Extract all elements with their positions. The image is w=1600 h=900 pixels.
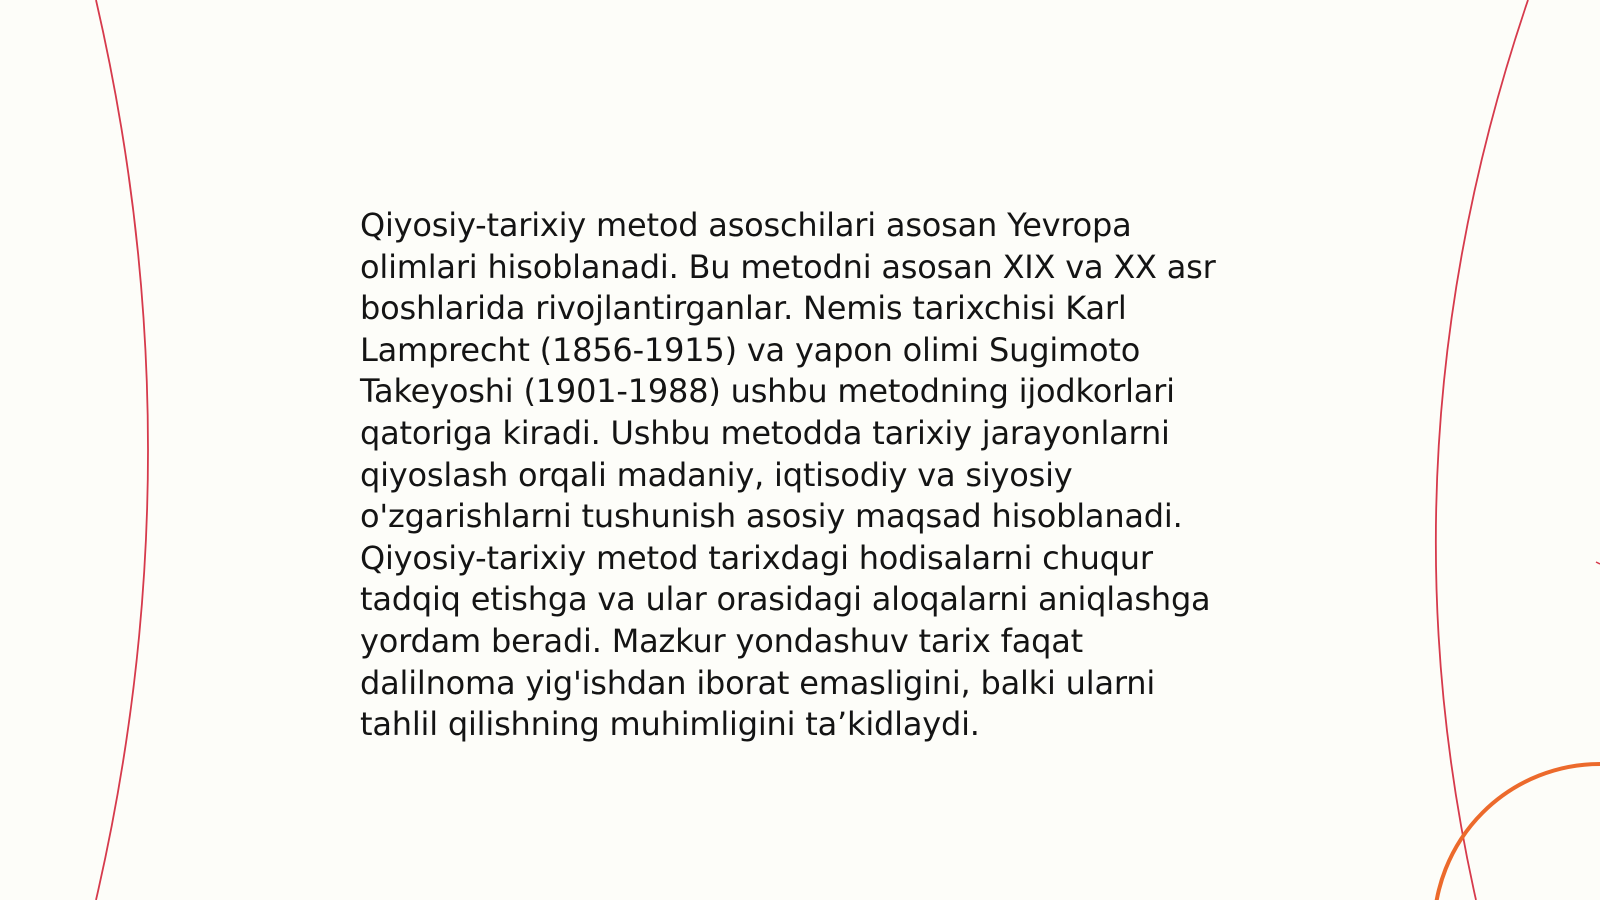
orange-arc (1434, 764, 1600, 900)
slide-body-text: Qiyosiy-tarixiy metod asoschilari asosan Yevropa olimlari hisoblanadi. Bu metodni asosan XIX va XX asr boshlarida rivojlantirganlar. Nemis tarixchisi Karl Lamprecht (1856-1915) va yapon olimi Sugimoto Takeyoshi (1901-1988) ushbu metodning ijodkorlari qatoriga kiradi. Ushbu metodda tarixiy jarayonlarni qiyoslash orqali madaniy, iqtisodiy va siyosiy o'zgarishlarni tushunish asosiy maqsad hisoblanadi. Qiyosiy-tarixiy metod tarixdagi hodisalarni chuqur tadqiq etishga va ular orasidagi aloqalarni aniqlashga yordam beradi. Mazkur yondashuv tarix faqat dalilnoma yig'ishdan iborat emasligini, balki ularni tahlil qilishning muhimligini ta’kidlaydi. (360, 206, 1216, 744)
right-curve (1436, 0, 1528, 900)
left-curve (96, 0, 148, 900)
small-tick-mark (1596, 562, 1600, 564)
